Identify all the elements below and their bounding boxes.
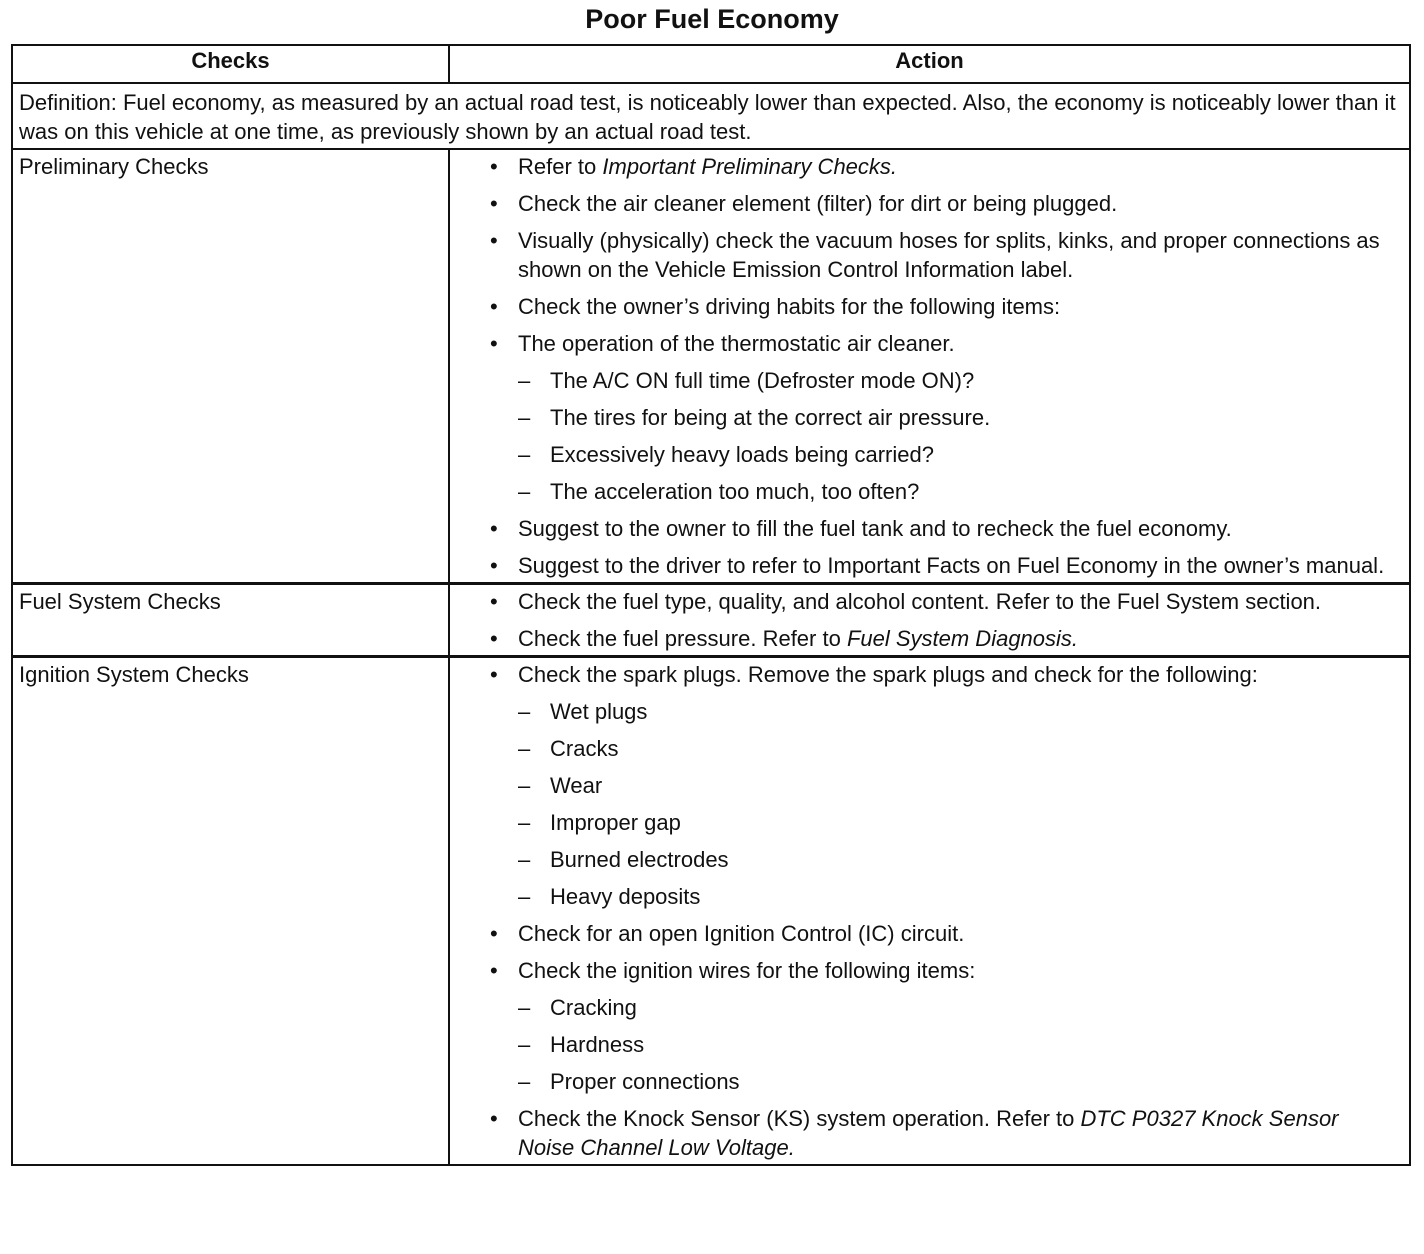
action-item (450, 1104, 1399, 1162)
action-text: Improper gap (550, 810, 681, 835)
dash-marker: – (518, 773, 531, 798)
action-text: Hardness (550, 1032, 645, 1057)
dash-marker: – (518, 736, 531, 761)
action-item (450, 514, 1399, 543)
action-text: Check for an open Ignition Control (IC) circuit. (518, 921, 965, 946)
bullet-marker: • (490, 921, 498, 946)
bullet-marker: • (490, 958, 498, 983)
action-column-header: Action (449, 45, 1410, 83)
action-text: Check the spark plugs. Remove the spark plugs and check for the following: (518, 662, 1258, 687)
sub-action-item (450, 771, 1399, 800)
bullet-marker: • (490, 662, 498, 687)
action-cell (449, 149, 1410, 584)
action-text: The acceleration too much, too often? (550, 479, 920, 504)
action-item (450, 587, 1399, 616)
action-item (450, 624, 1399, 653)
dash-marker: – (518, 810, 531, 835)
bullet-marker: • (490, 626, 498, 651)
action-list (450, 587, 1399, 653)
action-item (450, 551, 1399, 580)
action-item (450, 152, 1399, 181)
check-row (12, 657, 1410, 1166)
sub-action-item (450, 403, 1399, 432)
check-category: Fuel System Checks (12, 584, 449, 657)
check-row (12, 584, 1410, 657)
definition-text: Definition: Fuel economy, as measured by an actual road test, is noticeably lower than expected. Also, the economy is noticeably lower than it was on this vehicle at one time, as previously shown by an actual road test. (12, 83, 1410, 149)
action-cell (449, 584, 1410, 657)
dash-marker: – (518, 699, 531, 724)
action-text: Excessively heavy loads being carried? (550, 442, 934, 467)
sub-action-item (450, 845, 1399, 874)
reference-text: Fuel System Diagnosis. (846, 626, 1079, 651)
action-item (450, 329, 1399, 358)
action-text: Check the owner’s driving habits for the following items: (518, 294, 1061, 319)
bullet-marker: • (490, 294, 498, 319)
page-title: Poor Fuel Economy (585, 4, 839, 34)
sub-action-item (450, 1067, 1399, 1096)
action-text: Heavy deposits (550, 884, 701, 909)
action-cell (449, 657, 1410, 1166)
action-item (450, 292, 1399, 321)
bullet-marker: • (490, 228, 498, 253)
definition-row (12, 83, 1410, 149)
action-item (450, 226, 1399, 284)
check-category: Preliminary Checks (12, 149, 449, 584)
dash-marker: – (518, 405, 531, 430)
action-text: Wear (550, 773, 603, 798)
action-text: Check the air cleaner element (filter) for dirt or being plugged. (518, 191, 1118, 216)
bullet-marker: • (490, 191, 498, 216)
action-text: The A/C ON full time (Defroster mode ON)? (550, 368, 975, 393)
diagnosis-table (11, 44, 1411, 1166)
action-text: Cracks (550, 736, 619, 761)
action-text: The tires for being at the correct air pressure. (550, 405, 991, 430)
check-row (12, 149, 1410, 584)
sub-action-item (450, 1030, 1399, 1059)
dash-marker: – (518, 1032, 531, 1057)
header-row (12, 45, 1410, 83)
action-text: Proper connections (550, 1069, 740, 1094)
action-text: Check the ignition wires for the following items: (518, 958, 976, 983)
sub-action-item (450, 697, 1399, 726)
bullet-marker: • (490, 589, 498, 614)
action-list (450, 152, 1399, 580)
action-item (450, 189, 1399, 218)
action-text: Cracking (550, 995, 637, 1020)
sub-action-item (450, 808, 1399, 837)
action-text: Refer to (518, 154, 603, 179)
bullet-marker: • (490, 1106, 498, 1131)
dash-marker: – (518, 442, 531, 467)
action-text: Wet plugs (550, 699, 648, 724)
dash-marker: – (518, 884, 531, 909)
action-text: Check the Knock Sensor (KS) system operation. Refer to (518, 1106, 1081, 1131)
action-text: Check the fuel pressure. Refer to (518, 626, 847, 651)
action-item (450, 919, 1399, 948)
sub-action-item (450, 440, 1399, 469)
checks-column-header: Checks (12, 45, 449, 83)
action-text: Check the fuel type, quality, and alcohol content. Refer to the Fuel System section. (518, 589, 1322, 614)
sub-action-item (450, 993, 1399, 1022)
action-text: The operation of the thermostatic air cleaner. (518, 331, 955, 356)
action-text: Visually (physically) check the vacuum hoses for splits, kinks, and proper connections as shown on the Vehicle Emission Control Information label. (518, 228, 1380, 282)
sub-action-item (450, 477, 1399, 506)
dash-marker: – (518, 368, 531, 393)
sub-action-item (450, 366, 1399, 395)
bullet-marker: • (490, 516, 498, 541)
bullet-marker: • (490, 553, 498, 578)
action-item (450, 956, 1399, 985)
dash-marker: – (518, 847, 531, 872)
sub-action-item (450, 734, 1399, 763)
sub-action-item (450, 882, 1399, 911)
action-text: Suggest to the owner to fill the fuel tank and to recheck the fuel economy. (518, 516, 1232, 541)
action-item (450, 660, 1399, 689)
dash-marker: – (518, 995, 531, 1020)
reference-text: DTC P0327 Knock Sensor Noise Channel Low Voltage. (518, 1106, 1339, 1160)
bullet-marker: • (490, 154, 498, 179)
dash-marker: – (518, 479, 531, 504)
check-category: Ignition System Checks (12, 657, 449, 1166)
dash-marker: – (518, 1069, 531, 1094)
action-text: Suggest to the driver to refer to Important Facts on Fuel Economy in the owner’s manual. (518, 553, 1385, 578)
action-text: Burned electrodes (550, 847, 729, 872)
reference-text: Important Preliminary Checks. (602, 154, 898, 179)
bullet-marker: • (490, 331, 498, 356)
action-list (450, 660, 1399, 1162)
